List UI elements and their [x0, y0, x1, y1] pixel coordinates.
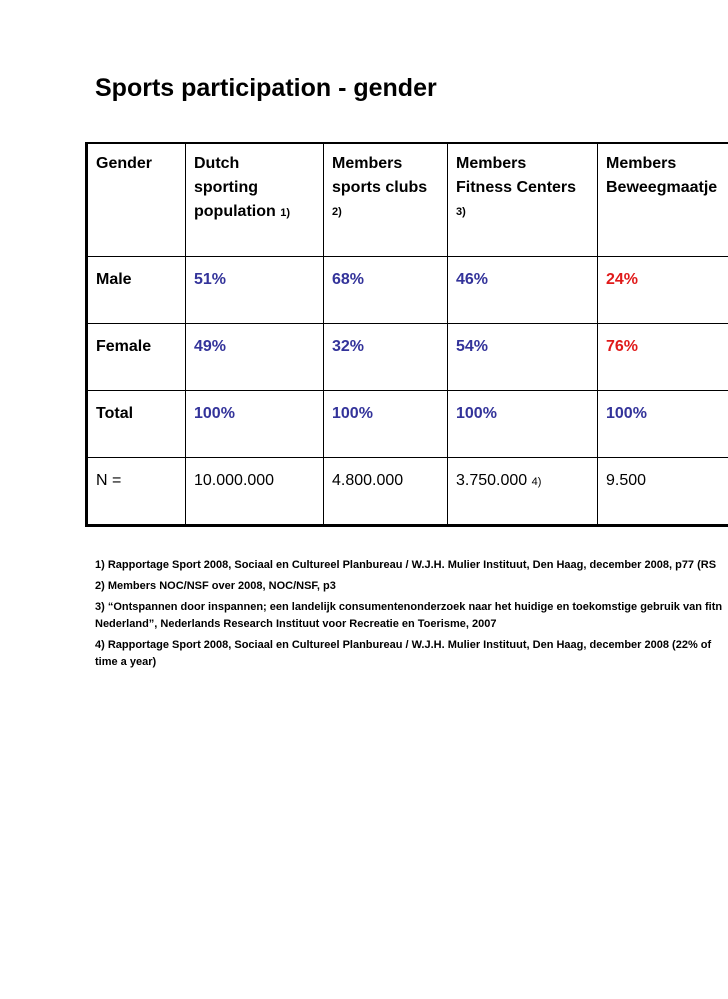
header-line: Fitness Centers [456, 179, 577, 196]
row-label: Female [87, 324, 186, 391]
table-cell: 10.000.000 [186, 458, 324, 526]
footnote-line: 1) Rapportage Sport 2008, Sociaal en Cultureel Planbureau / W.J.H. Mulier Instituut, Den Haag, december 2008, p77 (RS [95, 559, 717, 571]
table-cell: 32% [324, 324, 448, 391]
table-row-total [87, 391, 728, 458]
table-cell: 100% [598, 391, 728, 458]
row-label: Male [87, 257, 186, 324]
footnote-ref: 2) [332, 206, 342, 218]
header-line: Members [456, 155, 527, 172]
table-cell: 24% [598, 257, 728, 324]
footnote-3 [95, 599, 728, 633]
footnote-2 [95, 578, 728, 595]
row-label: Total [87, 391, 186, 458]
table-cell: 76% [598, 324, 728, 391]
header-fitness-centers [448, 143, 598, 257]
footnote-line: Nederland”, Nederlands Research Instituut voor Recreatie en Toerisme, 2007 [95, 618, 497, 630]
footnote-ref: 4) [531, 476, 542, 488]
header-line: Members [606, 155, 677, 172]
footnote-line: 3) “Ontspannen door inspannen; een landelijk consumentenonderzoek naar het huidige en toekomstige gebruik van fitn [95, 601, 723, 613]
header-line-text: population [194, 203, 276, 220]
table-row-male [87, 257, 728, 324]
table-row-n [87, 458, 728, 526]
table-cell: 100% [324, 391, 448, 458]
footnote-ref: 1) [280, 207, 290, 219]
header-line: sporting [194, 179, 258, 196]
table-cell: 4.800.000 [324, 458, 448, 526]
footnote-line: 4) Rapportage Sport 2008, Sociaal en Cultureel Planbureau / W.J.H. Mulier Instituut, Den Haag, december 2008 (22% of [95, 639, 712, 651]
table-cell: 49% [186, 324, 324, 391]
footnotes [95, 557, 728, 675]
footnote-4 [95, 637, 728, 671]
header-beweegmaatje [598, 143, 728, 257]
cell-value: 3.750.000 [456, 472, 528, 489]
table-cell: 54% [448, 324, 598, 391]
table-cell: 68% [324, 257, 448, 324]
table-cell [448, 458, 598, 526]
gender-table [85, 142, 728, 527]
header-gender [87, 143, 186, 257]
table-header-row [87, 143, 728, 257]
footnote-ref: 3) [456, 206, 466, 218]
table-cell: 51% [186, 257, 324, 324]
header-sports-clubs [324, 143, 448, 257]
header-line [194, 200, 315, 225]
header-line: Members [332, 155, 403, 172]
footnote-line: time a year) [95, 656, 157, 668]
table-row-female [87, 324, 728, 391]
page-title: Sports participation - gender [95, 74, 437, 102]
table-cell: 100% [186, 391, 324, 458]
table-cell: 9.500 [598, 458, 728, 526]
footnote-line: 2) Members NOC/NSF over 2008, NOC/NSF, p3 [95, 580, 336, 592]
footnote-1 [95, 557, 728, 574]
header-line: Dutch [194, 155, 240, 172]
header-line: Beweegmaatje [606, 179, 718, 196]
table-cell: 100% [448, 391, 598, 458]
header-line: Gender [96, 155, 153, 172]
row-label: N = [87, 458, 186, 526]
header-dutch-population [186, 143, 324, 257]
header-line: sports clubs [332, 179, 428, 196]
table-cell: 46% [448, 257, 598, 324]
